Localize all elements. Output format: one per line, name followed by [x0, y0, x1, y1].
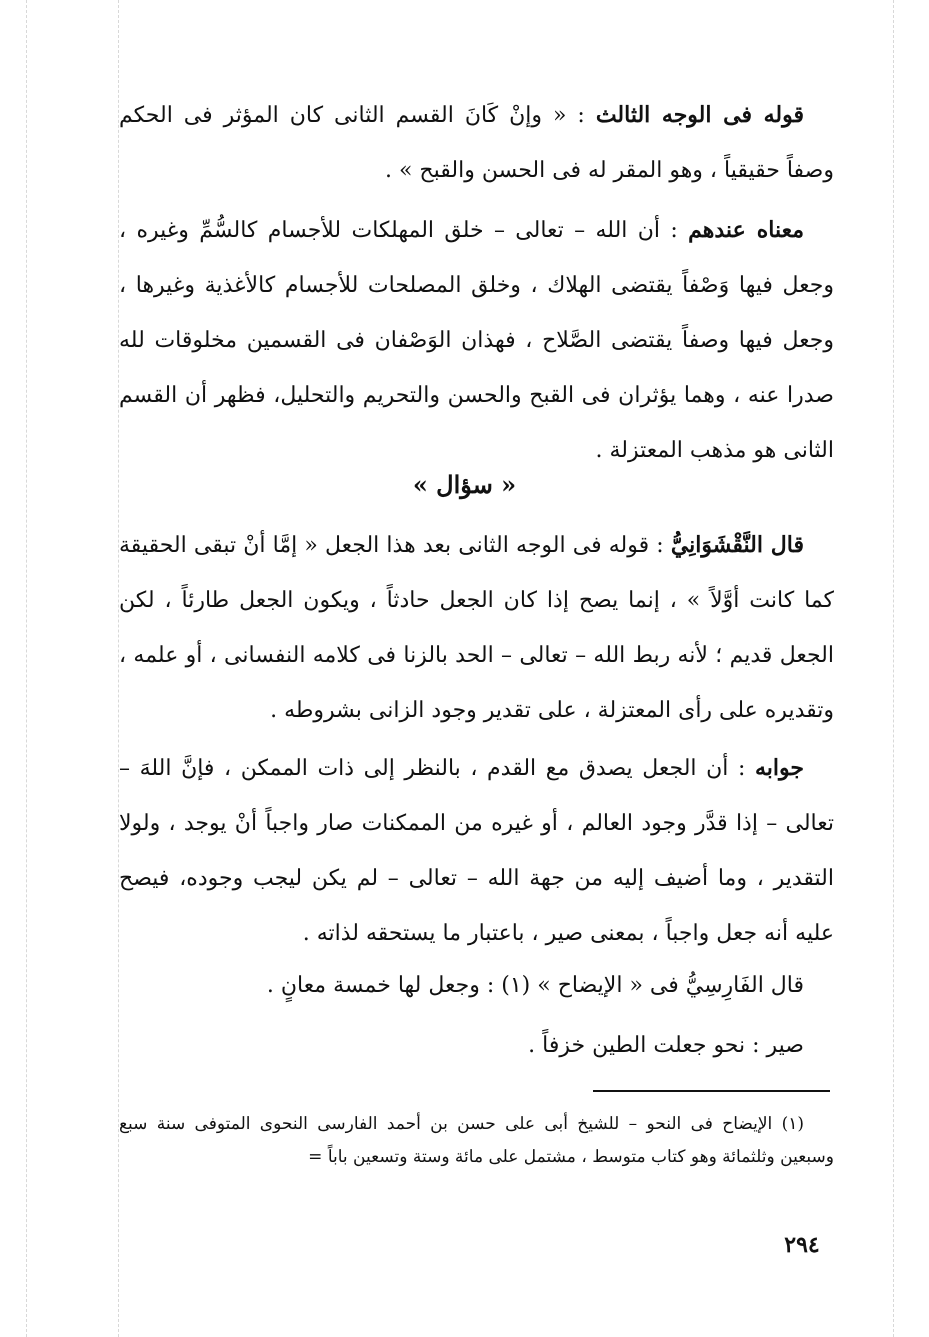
paragraph-meaning [119, 203, 834, 478]
paragraph-text: صير : نحو جعلت الطين خزفاً . [528, 1033, 804, 1058]
paragraph-answer [119, 741, 834, 961]
paragraph-farisi [119, 958, 834, 1013]
paragraph-naqshawani [119, 518, 834, 738]
scan-artifact-line [26, 0, 27, 1337]
footnote [119, 1108, 834, 1174]
paragraph-third-aspect [119, 88, 834, 198]
footnote-divider [593, 1090, 830, 1092]
paragraph-text: : أن الجعل يصدق مع القدم ، بالنظر إلى ذات الممكن ، فإنَّ اللهَ – تعالى – إذا قدَّر وجود العالم ، أو غيره من الممكنات صار واجباً أنْ يوجد ، ولولا التقدير ، وما أضيف إليه من جهة الله – تعالى – لم يكن ليجب وجوده، فيصح عليه أنه جعل واجباً ، بمعنى صير ، باعتبار ما يستحقه لذاته . [119, 756, 834, 946]
section-heading: « سؤال » [412, 470, 517, 499]
paragraph-text: : أن الله – تعالى – خلق المهلكات للأجسام كالسُّمِّ وغيره ، وجعل فيها وَصْفاً يقتضى الهلاك ، وخلق المصلحات للأجسام كالأغذية وغيرها ، وجعل فيها وصفاً يقتضى الصَّلاح ، فهذان الوَصْفان فى القسمين مخلوقات لله صدرا عنه ، وهما يؤثران فى القبح والحسن والتحريم والتحليل، فظهر أن القسم الثانى هو مذهب المعتزلة . [119, 218, 834, 463]
paragraph-text: : قوله فى الوجه الثانى بعد هذا الجعل « إمَّا أنْ تبقى الحقيقة كما كانت أوَّلاً » ، إنما يصح إذا كان الجعل حادثاً ، ويكون الجعل طارئاً ، لكن الجعل قديم ؛ لأنه ربط الله – تعالى – الحد بالزنا فى كلامه النفسانى ، أو علمه ، وتقديره على رأى المعتزلة ، على تقدير وجود الزانى بشروطه . [119, 533, 834, 723]
scan-artifact-line [893, 0, 894, 1337]
paragraph-lead: قال النَّقْشَوَانِيُّ [670, 532, 804, 558]
page-number: ٢٩٤ [784, 1232, 820, 1258]
footnote-text: (١) الإيضاح فى النحو – للشيخ أبى على حسن بن أحمد الفارسى النحوى المتوفى سنة سبع وسبعين وثلثمائة وهو كتاب متوسط ، مشتمل على مائة وستة وتسعين باباً = [119, 1114, 834, 1167]
paragraph-lead: جوابه [755, 755, 804, 781]
paragraph-lead: معناه عندهم [688, 217, 804, 243]
paragraph-lead: قوله فى الوجه الثالث [595, 102, 805, 128]
paragraph-sayyara [119, 1018, 834, 1073]
paragraph-text: قال الفَارِسِيُّ فى « الإيضاح » (١) : وجعل لها خمسة معانٍ . [266, 973, 804, 998]
paragraph-text: : « وإنْ كَانَ القسم الثانى كان المؤثر فى الحكم وصفاً حقيقياً ، وهو المقر له فى الحسن والقبح » . [119, 103, 834, 183]
